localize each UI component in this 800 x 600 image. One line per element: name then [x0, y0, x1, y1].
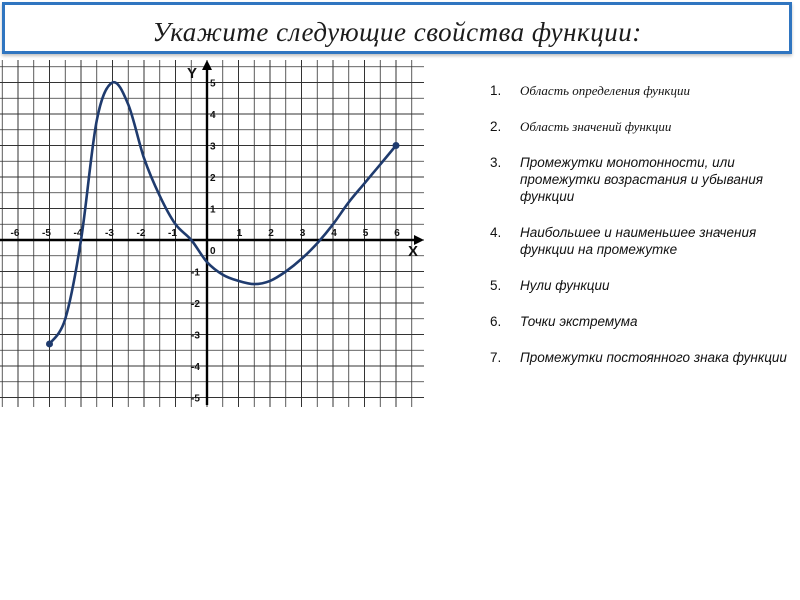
x-tick-label: -4 [73, 228, 83, 239]
x-tick-label: 5 [362, 228, 369, 239]
task-item-4: 4. Наибольшее и наименьшее значения функции на промежутке [490, 225, 757, 257]
y-tick-label: -2 [191, 299, 200, 310]
x-tick-label: -1 [168, 228, 177, 239]
function-graph [0, 60, 430, 415]
slide-title: Укажите следующие свойства функции: [152, 17, 642, 47]
y-tick-label: 3 [210, 141, 216, 153]
task-item-7: 7. Промежутки постоянного знака функции [490, 350, 787, 365]
task-item-1: 1. Область определения функции [490, 83, 690, 98]
x-tick-label: -6 [10, 228, 20, 239]
x-tick-label: 3 [299, 228, 306, 239]
y-axis-label: Y [187, 65, 198, 82]
x-tick-label: 6 [394, 228, 400, 239]
endpoint-dot [393, 142, 400, 149]
task-list [490, 82, 790, 385]
x-tick-label: -2 [136, 228, 146, 239]
x-axis-label: X [408, 243, 419, 260]
y-axis-arrow [202, 60, 212, 70]
y-tick-label: -1 [191, 267, 200, 279]
x-tick-label: 2 [268, 228, 274, 239]
x-tick-label: -5 [42, 228, 51, 239]
y-tick-label: -4 [191, 362, 200, 373]
y-tick-label: 5 [210, 78, 216, 90]
y-tick-label: -5 [191, 393, 200, 405]
origin-label: 0 [210, 246, 216, 257]
endpoint-dot [46, 340, 53, 347]
y-tick-label: 2 [210, 173, 216, 184]
y-tick-label: -3 [191, 330, 200, 342]
title-bar [2, 2, 792, 54]
task-item-3: 3. Промежутки монотонности, или промежутки возрастания и убывания функции [490, 155, 764, 204]
task-item-5: 5. Нули функции [490, 278, 610, 293]
y-tick-label: 1 [210, 204, 216, 216]
task-item-6: 6. Точки экстремума [490, 314, 638, 329]
x-tick-label: -3 [105, 228, 114, 239]
x-tick-label: 1 [236, 228, 243, 239]
x-tick-label: 4 [331, 228, 337, 239]
y-tick-label: 4 [210, 110, 216, 121]
task-item-2: 2. Область значений функции [490, 119, 672, 134]
tick-labels [11, 65, 418, 405]
